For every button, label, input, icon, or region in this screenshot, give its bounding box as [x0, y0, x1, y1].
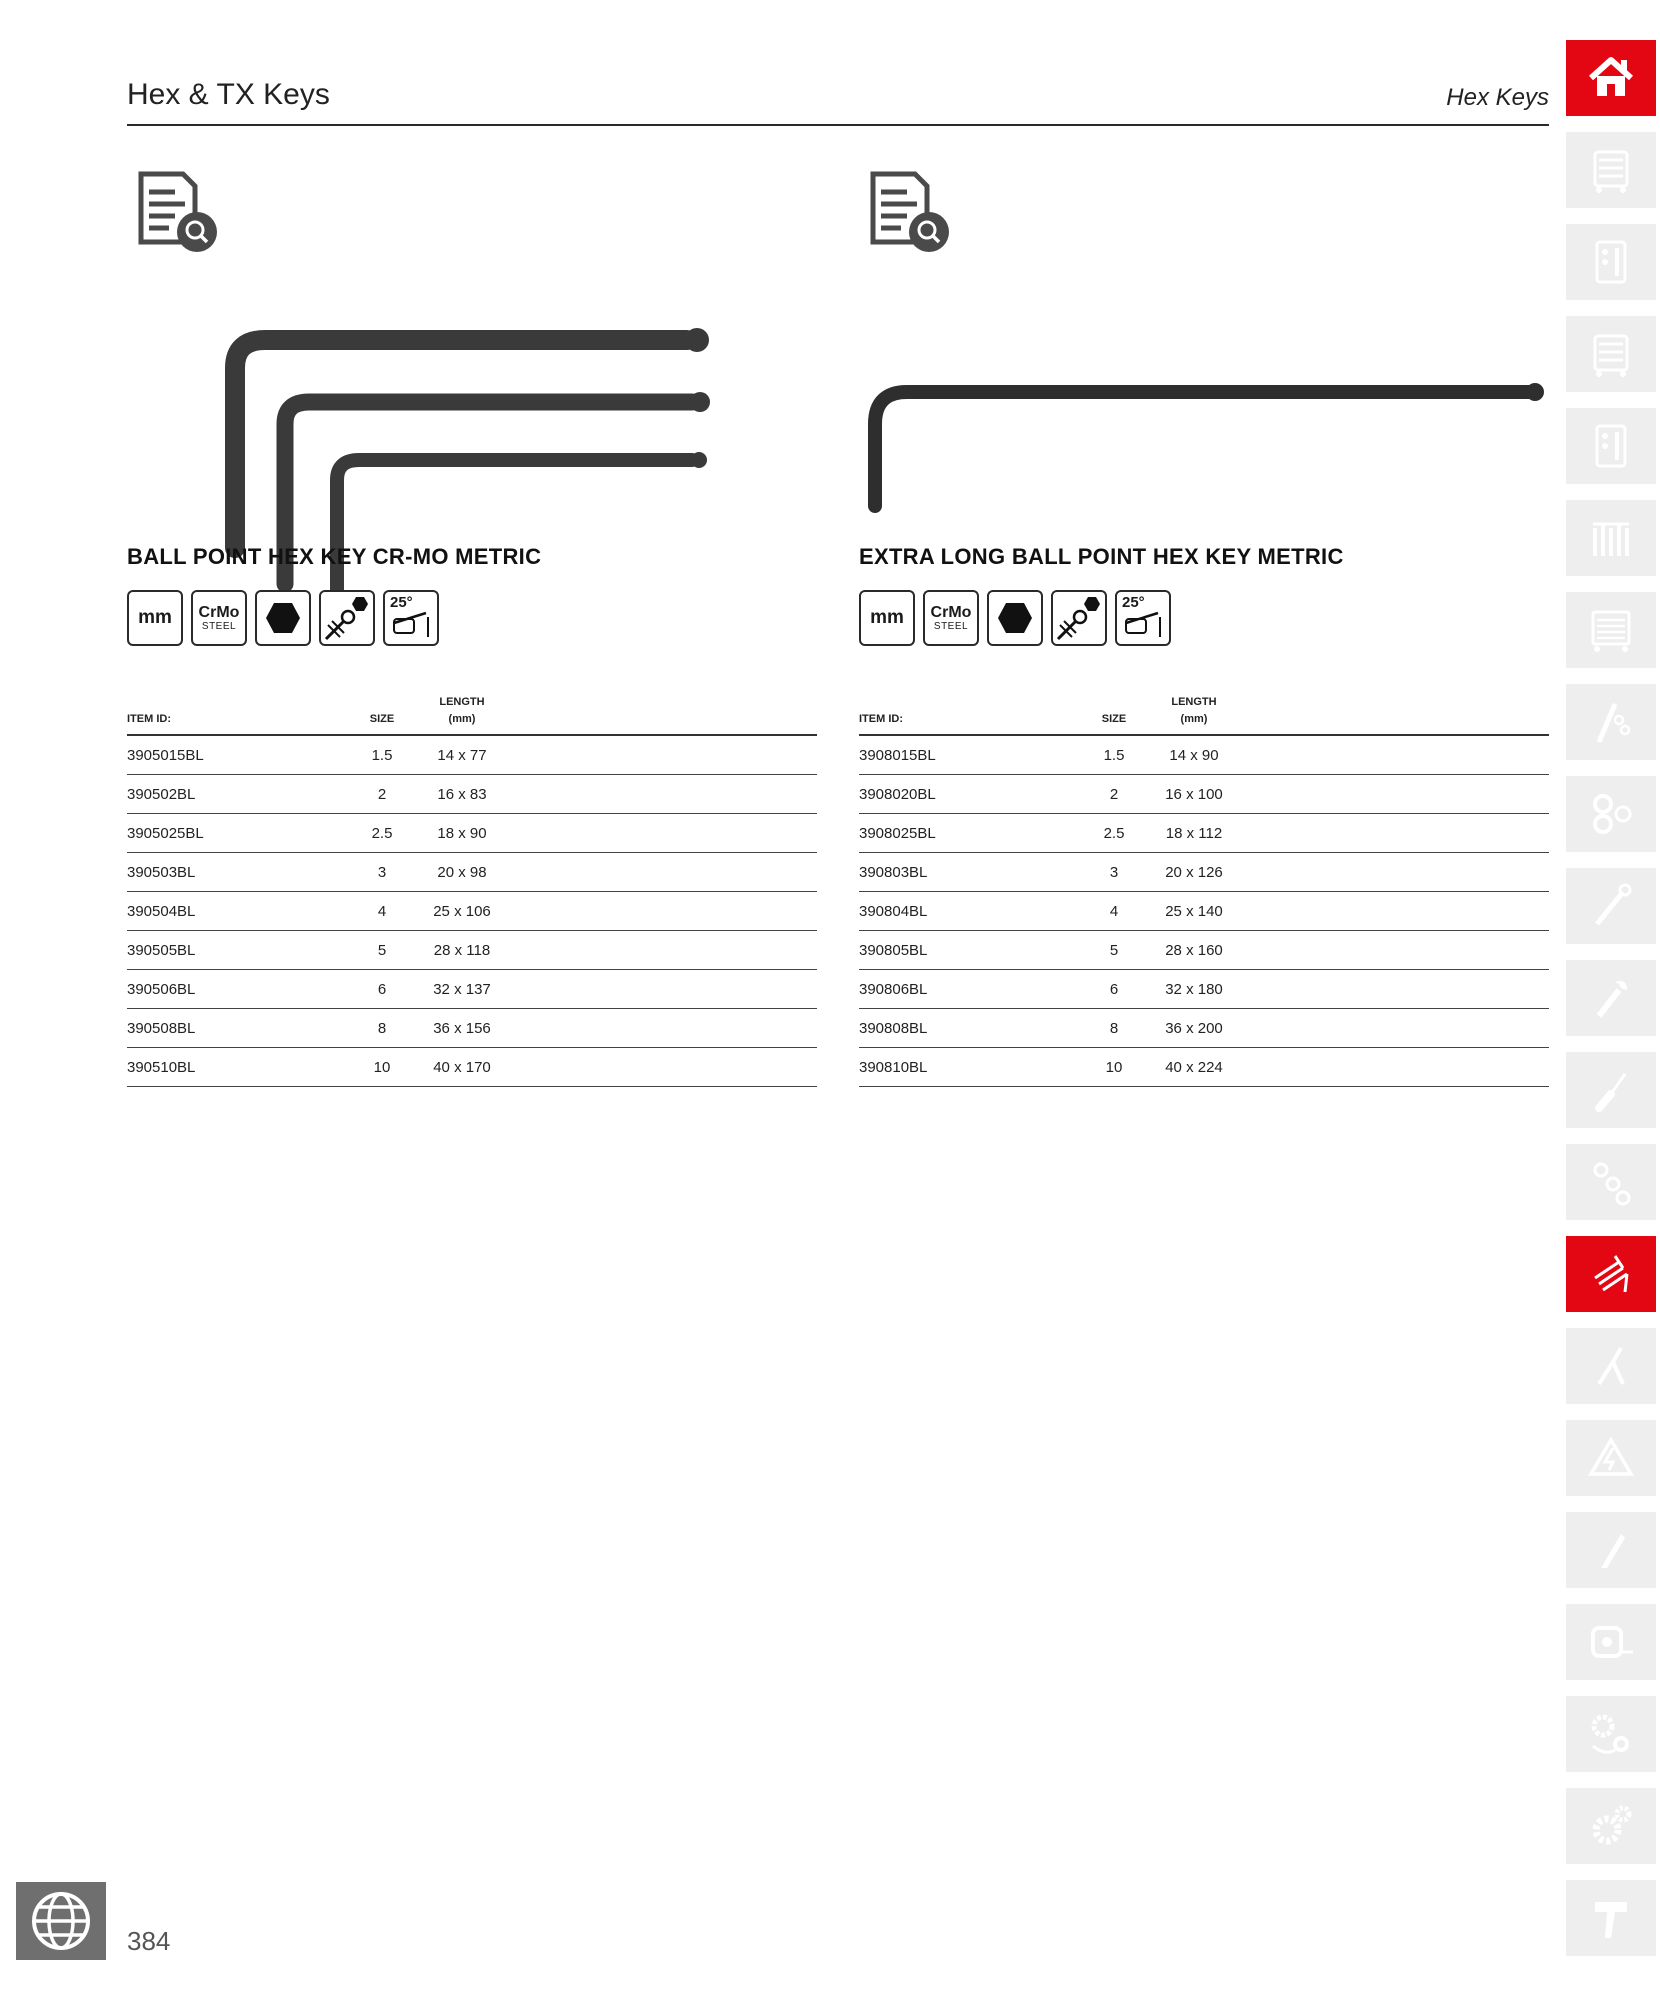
- product-title: EXTRA LONG BALL POINT HEX KEY METRIC: [859, 544, 1344, 569]
- tool-cabinet-icon: [1585, 328, 1637, 380]
- table-row: 3908015BL 1.5 14 x 90: [859, 735, 1549, 775]
- table-row: 390506BL 6 32 x 137: [127, 970, 817, 1009]
- sidebar-tab-gears[interactable]: [1566, 1788, 1656, 1864]
- column-header-size: SIZE: [367, 694, 397, 735]
- page-header: [127, 76, 1549, 126]
- tool-tray-icon: [1585, 236, 1637, 288]
- sidebar-tab-tool-tray-2[interactable]: [1566, 408, 1656, 484]
- page-number: 384: [127, 1926, 171, 1956]
- sidebar-tab-tool-cabinet[interactable]: [1566, 132, 1656, 208]
- table-row: 3905015BL 1.5 14 x 77: [127, 735, 817, 775]
- sidebar-tab-screwdriver[interactable]: [1566, 1052, 1656, 1128]
- table-row: 390803BL 3 20 x 126: [859, 853, 1549, 892]
- table-row: 390502BL 2 16 x 83: [127, 775, 817, 814]
- gear-chain-icon: [1585, 1708, 1637, 1760]
- globe-icon: [29, 1889, 93, 1953]
- wrench-set-icon: [1585, 512, 1637, 564]
- sidebar-tab-tool-cabinet-2[interactable]: [1566, 316, 1656, 392]
- column-header-length: LENGTH (mm): [397, 694, 527, 735]
- section-subtitle: Hex Keys: [1446, 84, 1549, 111]
- column-header-length: LENGTH (mm): [1129, 694, 1259, 735]
- table-row: 390504BL 4 25 x 106: [127, 892, 817, 931]
- sidebar-tab-wrench-set[interactable]: [1566, 500, 1656, 576]
- socket-set-icon: [1585, 788, 1637, 840]
- table-row: 3908020BL 2 16 x 100: [859, 775, 1549, 814]
- tool-tray-icon: [1585, 420, 1637, 472]
- home-icon: [1585, 52, 1637, 104]
- table-row: 390505BL 5 28 x 118: [127, 931, 817, 970]
- table-row: 3908025BL 2.5 18 x 112: [859, 814, 1549, 853]
- table-row: 390508BL 8 36 x 156: [127, 1009, 817, 1048]
- air-tool-icon: [1585, 1892, 1637, 1944]
- sidebar-tab-hex-key-set[interactable]: [1566, 684, 1656, 760]
- table-row: 3905025BL 2.5 18 x 90: [127, 814, 817, 853]
- screwdriver-icon: [1585, 1064, 1637, 1116]
- table-row: 390510BL 10 40 x 170: [127, 1048, 817, 1087]
- angle-badge: 25°: [383, 590, 439, 646]
- spec-table: [127, 694, 817, 1087]
- table-row: 390808BL 8 36 x 200: [859, 1009, 1549, 1048]
- ball-end-icon: [319, 590, 375, 646]
- sidebar-tab-hex-keys[interactable]: [1566, 1236, 1656, 1312]
- feature-badges: [859, 590, 1171, 646]
- extra-long-hex-key-image: [859, 230, 1549, 590]
- feature-badges: [127, 590, 439, 646]
- table-row: 390810BL 10 40 x 224: [859, 1048, 1549, 1087]
- sidebar-tab-tool-tray[interactable]: [1566, 224, 1656, 300]
- globe-button[interactable]: [16, 1882, 106, 1960]
- angle-badge: 25°: [1115, 590, 1171, 646]
- crmo-steel-badge: CrMo STEEL: [923, 590, 979, 646]
- sidebar-tab-pliers[interactable]: [1566, 1328, 1656, 1404]
- crmo-steel-badge: CrMo STEEL: [191, 590, 247, 646]
- table-row: 390806BL 6 32 x 180: [859, 970, 1549, 1009]
- product-extra-long-hex-key: [859, 160, 1549, 1120]
- adjustable-wrench-icon: [1585, 972, 1637, 1024]
- sidebar-tab-electrical[interactable]: [1566, 1420, 1656, 1496]
- sidebar-tab-knife[interactable]: [1566, 1512, 1656, 1588]
- sidebar-tab-wrench[interactable]: [1566, 868, 1656, 944]
- table-row: 390805BL 5 28 x 160: [859, 931, 1549, 970]
- sidebar-tab-tool-cabinet-3[interactable]: [1566, 592, 1656, 668]
- ball-point-hex-key-image: [127, 230, 817, 590]
- tool-cabinet-icon: [1585, 604, 1637, 656]
- sidebar-tab-home[interactable]: [1566, 40, 1656, 116]
- column-header-item: ITEM ID:: [127, 694, 367, 735]
- sidebar-tab-air-tools[interactable]: [1566, 1880, 1656, 1956]
- sidebar-tab-socket-set[interactable]: [1566, 776, 1656, 852]
- gears-icon: [1585, 1800, 1637, 1852]
- spec-table: [859, 694, 1549, 1087]
- hexagon-icon: [987, 590, 1043, 646]
- metric-badge: mm: [859, 590, 915, 646]
- product-title: BALL POINT HEX KEY CR-MO METRIC: [127, 544, 542, 569]
- hexagon-icon: [255, 590, 311, 646]
- sidebar-tab-tape-measure[interactable]: [1566, 1604, 1656, 1680]
- sidebar-tab-gear-chain[interactable]: [1566, 1696, 1656, 1772]
- sidebar-tab-adjustable-wrench[interactable]: [1566, 960, 1656, 1036]
- page-title: Hex & TX Keys: [127, 78, 330, 111]
- table-row: 390503BL 3 20 x 98: [127, 853, 817, 892]
- ball-end-icon: [1051, 590, 1107, 646]
- column-header-item: ITEM ID:: [859, 694, 1099, 735]
- tape-measure-icon: [1585, 1616, 1637, 1668]
- knife-icon: [1585, 1524, 1637, 1576]
- sidebar-tab-bits[interactable]: [1566, 1144, 1656, 1220]
- hex-key-set-icon: [1585, 696, 1637, 748]
- product-ball-point-hex-key: [127, 160, 817, 1120]
- pliers-icon: [1585, 1340, 1637, 1392]
- hex-key-icon: [1585, 1248, 1637, 1300]
- wrench-icon: [1585, 880, 1637, 932]
- table-row: 390804BL 4 25 x 140: [859, 892, 1549, 931]
- electrical-warning-icon: [1585, 1432, 1637, 1484]
- bits-icon: [1585, 1156, 1637, 1208]
- metric-badge: mm: [127, 590, 183, 646]
- tool-cabinet-icon: [1585, 144, 1637, 196]
- column-header-size: SIZE: [1099, 694, 1129, 735]
